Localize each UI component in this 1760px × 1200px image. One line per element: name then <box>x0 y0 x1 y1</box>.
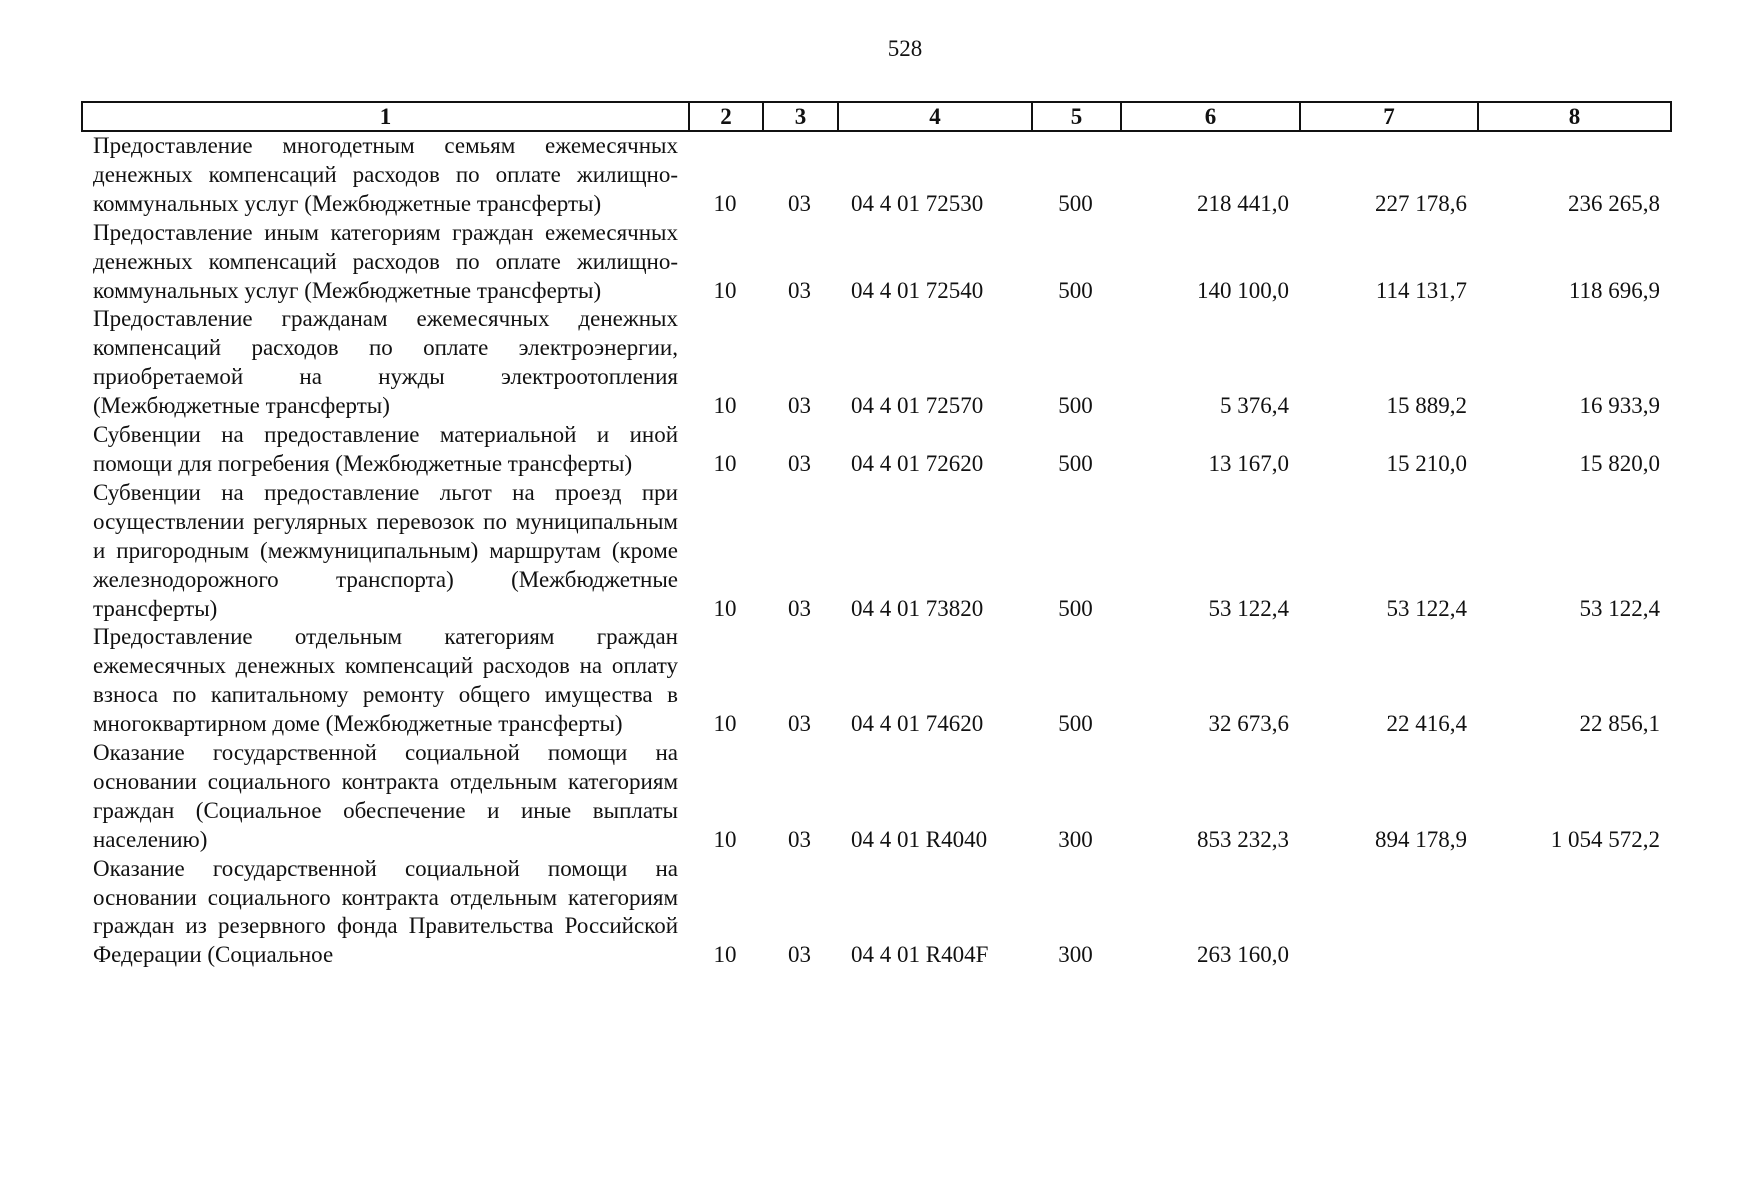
column-header-7: 7 <box>1300 102 1478 131</box>
expense-type-code: 300 <box>1058 826 1093 852</box>
column-header-5: 5 <box>1032 102 1121 131</box>
budget-table <box>81 132 1670 970</box>
expense-name: Предоставление многодетным семьям ежемесячных денежных компенсаций расходов по оплате жилищно-коммунальных услуг (Межбюджетные трансферты) <box>93 133 678 216</box>
subsection-code: 03 <box>788 277 811 303</box>
target-article-code: 04 4 01 72540 <box>851 277 984 303</box>
subsection-code: 03 <box>788 942 811 968</box>
amount-column-7: 894 178,9 <box>1375 826 1467 852</box>
section-code: 10 <box>713 190 737 216</box>
subsection-code: 03 <box>788 826 811 852</box>
amount-column-6: 13 167,0 <box>1208 450 1289 476</box>
amount-column-6: 53 122,4 <box>1208 595 1289 621</box>
expense-name: Оказание государственной социальной помощи на основании социального контракта отдельным категориям граждан (Социальное обеспечение и иные выплаты населению) <box>93 740 678 852</box>
column-header-1: 1 <box>82 102 689 131</box>
target-article-code: 04 4 01 74620 <box>851 711 984 737</box>
section-code: 10 <box>713 942 737 968</box>
table-row <box>81 479 1670 624</box>
amount-column-6: 263 160,0 <box>1197 942 1289 968</box>
expense-type-code: 500 <box>1058 595 1093 621</box>
column-header-4: 4 <box>838 102 1032 131</box>
amount-column-8: 118 696,9 <box>1568 277 1660 303</box>
amount-column-6: 140 100,0 <box>1197 277 1289 303</box>
expense-name: Оказание государственной социальной помощи на основании социального контракта отдельным категориям граждан из резервного фонда Правительства Российской Федерации (Социальное <box>93 855 678 968</box>
column-header-2: 2 <box>689 102 763 131</box>
amount-column-7: 15 889,2 <box>1386 393 1467 419</box>
target-article-code: 04 4 01 R404F <box>851 942 989 968</box>
target-article-code: 04 4 01 72570 <box>851 393 984 419</box>
amount-column-8: 236 265,8 <box>1568 190 1660 216</box>
section-code: 10 <box>713 826 737 852</box>
amount-column-8: 16 933,9 <box>1579 393 1660 419</box>
expense-type-code: 500 <box>1058 711 1093 737</box>
amount-column-7: 15 210,0 <box>1386 450 1467 476</box>
expense-type-code: 500 <box>1058 450 1093 476</box>
table-row <box>81 219 1670 306</box>
amount-column-7 <box>1299 855 1477 971</box>
expense-name: Предоставление иным категориям граждан ежемесячных денежных компенсаций расходов по оплате жилищно-коммунальных услуг (Межбюджетные трансферты) <box>93 219 678 303</box>
expense-name: Субвенции на предоставление материальной и иной помощи для погребения (Межбюджетные трансферты) <box>93 422 678 476</box>
amount-column-7: 114 131,7 <box>1375 277 1467 303</box>
section-code: 10 <box>713 450 737 476</box>
section-code: 10 <box>713 711 737 737</box>
expense-type-code: 500 <box>1058 190 1093 216</box>
subsection-code: 03 <box>788 393 811 419</box>
target-article-code: 04 4 01 73820 <box>851 595 984 621</box>
expense-name: Субвенции на предоставление льгот на проезд при осуществлении регулярных перевозок по муниципальным и пригородным (межмуниципальным) маршрутам (кроме железнодорожного транспорта) (Межбюджетные трансферты) <box>93 479 678 621</box>
expense-type-code: 500 <box>1058 393 1093 419</box>
subsection-code: 03 <box>788 595 811 621</box>
amount-column-6: 218 441,0 <box>1197 190 1289 216</box>
column-header-6: 6 <box>1121 102 1300 131</box>
amount-column-8: 53 122,4 <box>1579 595 1660 621</box>
target-article-code: 04 4 01 72530 <box>851 190 984 216</box>
table-row <box>81 421 1670 479</box>
expense-name: Предоставление отдельным категориям граждан ежемесячных денежных компенсаций расходов на оплату взноса по капитальному ремонту общего имущества в многоквартирном доме (Межбюджетные трансферты) <box>93 624 678 737</box>
amount-column-8: 22 856,1 <box>1579 711 1660 737</box>
table-row <box>81 739 1670 855</box>
amount-column-7: 22 416,4 <box>1386 711 1467 737</box>
table-row <box>81 305 1670 421</box>
amount-column-8 <box>1477 855 1670 971</box>
subsection-code: 03 <box>788 450 811 476</box>
column-header-3: 3 <box>763 102 838 131</box>
page-number: 528 <box>887 36 923 61</box>
expense-name: Предоставление гражданам ежемесячных денежных компенсаций расходов по оплате электроэнергии, приобретаемой на нужды электроотопления (Межбюджетные трансферты) <box>93 306 678 419</box>
amount-column-8: 15 820,0 <box>1579 450 1660 476</box>
amount-column-7: 53 122,4 <box>1386 595 1467 621</box>
section-code: 10 <box>713 277 737 303</box>
amount-column-6: 32 673,6 <box>1208 711 1289 737</box>
subsection-code: 03 <box>788 711 811 737</box>
target-article-code: 04 4 01 72620 <box>851 450 984 476</box>
table-row <box>81 623 1670 739</box>
table-row <box>81 132 1670 219</box>
expense-type-code: 300 <box>1058 942 1093 968</box>
subsection-code: 03 <box>788 190 811 216</box>
target-article-code: 04 4 01 R4040 <box>851 826 988 852</box>
expense-type-code: 500 <box>1058 277 1093 303</box>
amount-column-8: 1 054 572,2 <box>1550 826 1660 852</box>
section-code: 10 <box>713 393 737 419</box>
section-code: 10 <box>713 595 737 621</box>
column-header-8: 8 <box>1478 102 1671 131</box>
table-header <box>81 101 1672 132</box>
amount-column-7: 227 178,6 <box>1375 190 1467 216</box>
amount-column-6: 5 376,4 <box>1220 393 1289 419</box>
table-row <box>81 855 1670 971</box>
amount-column-6: 853 232,3 <box>1197 826 1289 852</box>
